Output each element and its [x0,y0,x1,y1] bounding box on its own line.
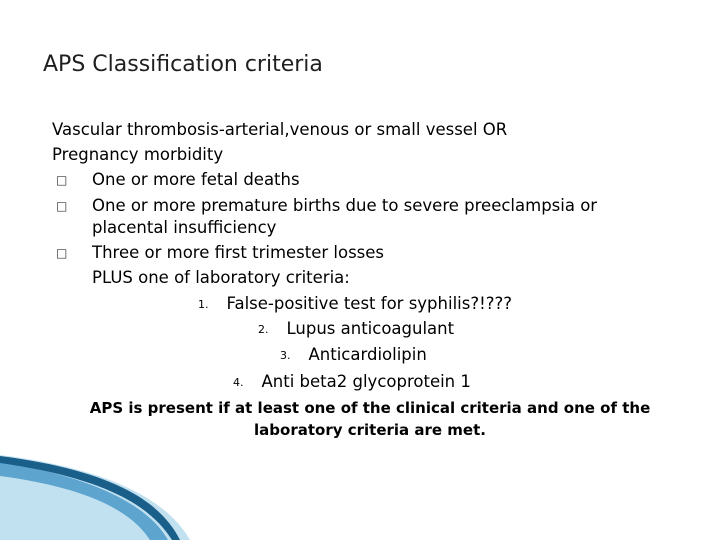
lab-criterion-number: 2. [258,323,269,336]
lab-criterion-number: 3. [280,349,291,362]
bullet-item: One or more fetal deaths [92,170,300,189]
checkbox-square-icon: □ [56,199,68,213]
lab-criterion-text: Anticardiolipin [308,345,427,364]
checkbox-square-icon: □ [56,246,68,260]
lab-criterion-text: Lupus anticoagulant [286,319,455,338]
pregnancy-line: Pregnancy morbidity [52,145,224,164]
checkbox-square-icon: □ [56,173,68,187]
vascular-line: Vascular thrombosis-arterial,venous or small vessel OR [52,120,508,139]
lab-criterion-number: 4. [233,376,244,389]
bullet-item: Three or more first trimester losses [92,243,385,262]
summary-text: APS is present if at least one of the clinical criteria and one of the laboratory criteria are met. [89,399,651,439]
lab-criterion-number: 1. [198,298,209,311]
lab-criterion-text: Anti beta2 glycoprotein 1 [261,372,471,391]
bullet-item: One or more premature births due to severe preeclampsia or [92,196,598,215]
slide-title: APS Classification criteria [43,52,323,77]
plus-line: PLUS one of laboratory criteria: [92,268,350,287]
bullet-item-continuation: placental insufficiency [92,218,277,237]
lab-criterion-text: False-positive test for syphilis?!??? [226,294,512,313]
